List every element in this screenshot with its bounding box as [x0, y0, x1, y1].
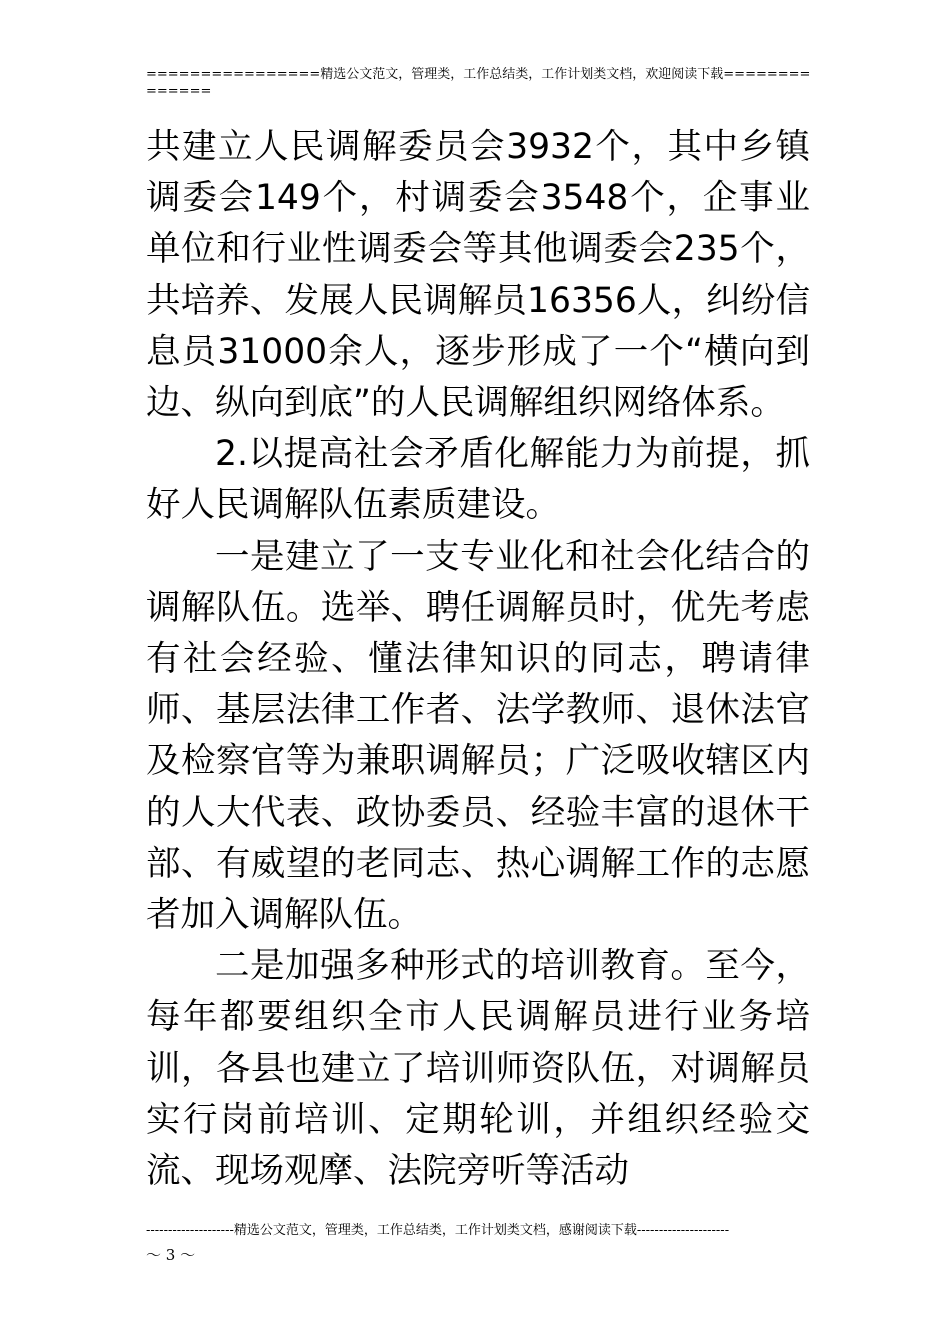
paragraph-1: 共建立人民调解委员会3932个，其中乡镇调委会149个，村调委会3548个，企事业单位和行业性调委会等其他调委会235个，共培养、发展人民调解员16356人，纠纷信息员31000余人，逐步形成了一个“横向到边、纵向到底”的人民调解组织网络体系。	[146, 127, 810, 424]
page-number: ～ 3 ～	[146, 1246, 196, 1264]
page-header: ================精选公文范文，管理类，工作总结类，工作计划类文档，欢迎阅读下载==============	[146, 67, 811, 99]
page-footer: --------------------精选公文范文，管理类，工作总结类，工作计划类文档，感谢阅读下载---------------------	[146, 1223, 730, 1238]
document-body	[146, 122, 810, 1197]
paragraph-3: 一是建立了一支专业化和社会化结合的调解队伍。选举、聘任调解员时，优先考虑有社会经验、懂法律知识的同志，聘请律师、基层法律工作者、法学教师、退休法官及检察官等为兼职调解员；广泛吸收辖区内的人大代表、政协委员、经验丰富的退休干部、有威望的老同志、热心调解工作的志愿者加入调解队伍。	[146, 536, 810, 936]
paragraph-4: 二是加强多种形式的培训教育。至今，每年都要组织全市人民调解员进行业务培训，各县也建立了培训师资队伍，对调解员实行岗前培训、定期轮训，并组织经验交流、现场观摩、法院旁听等活动	[146, 946, 810, 1192]
paragraph-2: 2.以提高社会矛盾化解能力为前提，抓好人民调解队伍素质建设。	[146, 434, 810, 526]
